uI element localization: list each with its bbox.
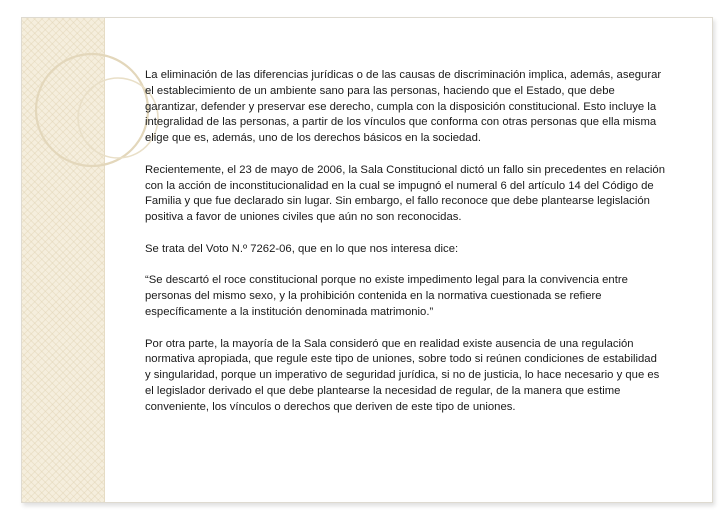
quote-paragraph: “Se descartó el roce constitucional porque no existe impedimento legal para la convivencia entre personas del mismo sexo, y la prohibición contenida en la normativa cuestionada se refiere específicamente a la institución denominada matrimonio.”	[145, 274, 628, 318]
paragraph: La eliminación de las diferencias jurídicas o de las causas de discriminación implica, además, asegurar el establecimiento de un ambiente sano para las personas, haciendo que el Estado, que debe garantizar, defender y preservar ese derecho, cumpla con la disposición constitucional. Esto incluye la integralidad de las personas, a partir de los vínculos que conforma con otras personas que ella misma elige que es, además, uno de los derechos básicos en la sociedad.	[145, 69, 662, 145]
paragraph: Recientemente, el 23 de mayo de 2006, la Sala Constitucional dictó un fallo sin precedentes en relación con la acción de inconstitucionalidad en la cual se impugnó el numeral 6 del artículo 14 del Código de Familia y que fue declarado sin lugar. Sin embargo, el fallo reconoce que debe plantearse legislación positiva a favor de uniones civiles que aún no son reconocidas.	[145, 163, 665, 224]
paragraph: Se trata del Voto N.º 7262-06, que en lo que nos interesa dice:	[145, 242, 459, 255]
slide	[21, 17, 713, 503]
body-text	[145, 68, 665, 431]
paragraph: Por otra parte, la mayoría de la Sala consideró que en realidad existe ausencia de una regulación normativa apropiada, que regule este tipo de uniones, sobre todo si reúnen condiciones de estabilidad y singularidad, porque un imperativo de seguridad jurídica, si no de justicia, lo hace necesario y que es el legislador derivado el que debe plantearse la necesidad de regular, de la manera que estime conveniente, los vínculos o derechos que deriven de este tipo de uniones.	[145, 337, 660, 413]
